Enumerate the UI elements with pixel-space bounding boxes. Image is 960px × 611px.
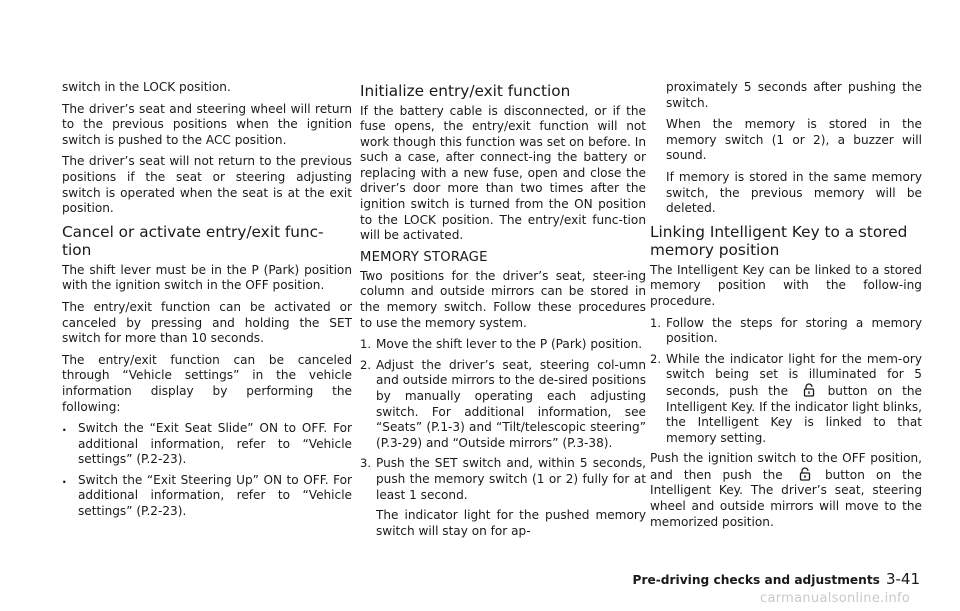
step-number: 1.	[650, 315, 661, 330]
list-item	[360, 337, 646, 353]
heading-initialize: Initialize entry/exit function	[360, 82, 571, 100]
paragraph: The driver’s seat will not return to the previous positions if the seat or steering adjusting switch is operated when the seat is at the exit position.	[62, 154, 352, 216]
heading-cancel-activate	[62, 223, 337, 260]
step-number: 2.	[650, 351, 661, 366]
paragraph: switch in the LOCK position.	[62, 80, 231, 94]
bullet-mark: .	[62, 420, 67, 435]
paragraph: The entry/exit function can be canceled through “Vehicle settings” in the vehicle information display by performing the following:	[62, 352, 352, 414]
link-steps-list	[650, 316, 922, 447]
step-subparagraph: If memory is stored in the same memory switch, the previous memory will be deleted.	[666, 169, 922, 216]
list-item-text: Switch the “Exit Seat Slide” ON to OFF. For additional information, refer to “Vehicle settings” (P.2-23).	[78, 421, 352, 467]
paragraph	[650, 451, 922, 530]
column-right	[650, 80, 922, 536]
page-footer	[620, 570, 920, 588]
list-item	[62, 421, 352, 468]
step-subparagraph: proximately 5 seconds after pushing the switch.	[666, 80, 922, 110]
watermark: carmanualsonline.info	[760, 591, 911, 606]
paragraph-text: button on the Intelligent Key. The driver’s seat, steering wheel and outside mirrors will move to the memorized position.	[650, 467, 922, 529]
step-text: button on the Intelligent Key. If the indicator light blinks, the Intelligent Key is linked to that memory setting.	[666, 383, 922, 445]
step-text: While the indicator light for the mem-ory switch being set is illuminated for 5 seconds, push the	[666, 351, 922, 398]
step-text: Follow the steps for storing a memory position.	[666, 315, 922, 346]
list-item	[650, 316, 922, 347]
unlock-padlock-icon	[798, 467, 812, 481]
unlock-padlock-icon	[802, 383, 816, 397]
paragraph: The entry/exit function can be activated or canceled by pressing and holding the SET switch for more than 10 seconds.	[62, 299, 352, 346]
paragraph: If the battery cable is disconnected, or if the fuse opens, the entry/exit function will not work though this function was set on before. In such a case, after connect-ing the battery or replacing with a new fuse, open and close the driver’s door more than two times after the ignition switch is turned from the ON position to the LOCK position. The entry/exit func-tion will be activated.	[360, 103, 646, 243]
paragraph: The Intelligent Key can be linked to a stored memory position with the follow-ing procedure.	[650, 262, 922, 308]
column-middle	[360, 82, 646, 545]
step-text: Move the shift lever to the P (Park) position.	[376, 337, 643, 352]
step-number: 2.	[360, 357, 371, 372]
step-subparagraph: When the memory is stored in the memory switch (1 or 2), a buzzer will sound.	[666, 117, 922, 163]
heading-text: Cancel or activate entry/exit func-tion	[62, 222, 324, 260]
step-continuation	[650, 80, 922, 217]
bullet-mark: .	[62, 471, 67, 486]
list-item	[650, 352, 922, 447]
list-item	[62, 473, 352, 520]
paragraph: The driver’s seat and steering wheel will return to the previous positions when the ignition switch is pushed to the ACC position.	[62, 101, 352, 147]
paragraph: The shift lever must be in the P (Park) position with the ignition switch in the OFF position.	[62, 262, 352, 293]
paragraph-text: Push the ignition switch to the OFF position, and then push the	[650, 451, 922, 482]
page-number: 3-41	[885, 570, 920, 588]
step-text: Push the SET switch and, within 5 seconds, push the memory switch (1 or 2) fully for at least 1 second.	[376, 456, 646, 502]
step-number: 3.	[360, 456, 371, 471]
heading-linking-key: Linking Intelligent Key to a stored memory position	[650, 222, 908, 260]
list-item	[360, 456, 646, 539]
list-item-text: Switch the “Exit Steering Up” ON to OFF. For additional information, refer to “Vehicle settings” (P.2-23).	[78, 472, 352, 519]
paragraph: Two positions for the driver’s seat, steer-ing column and outside mirrors can be stored in the memory switch. Follow these procedures to use the memory system.	[360, 268, 646, 330]
step-text: Adjust the driver’s seat, steering col-umn and outside mirrors to the de-sired positions by manually operating each adjusting switch. For additional information, see “Seats” (P.1-3) and “Tilt/telescopic steering” (P.3-29) and “Outside mirrors” (P.3-38).	[376, 357, 646, 450]
bullet-list	[62, 421, 352, 520]
step-subparagraph: The indicator light for the pushed memory switch will stay on for ap-	[376, 508, 646, 538]
column-left	[62, 80, 352, 525]
steps-list	[360, 337, 646, 539]
list-item	[360, 358, 646, 452]
section-title: Pre-driving checks and adjustments	[632, 573, 880, 587]
step-number: 1.	[360, 337, 371, 352]
heading-memory-storage: MEMORY STORAGE	[360, 249, 488, 265]
